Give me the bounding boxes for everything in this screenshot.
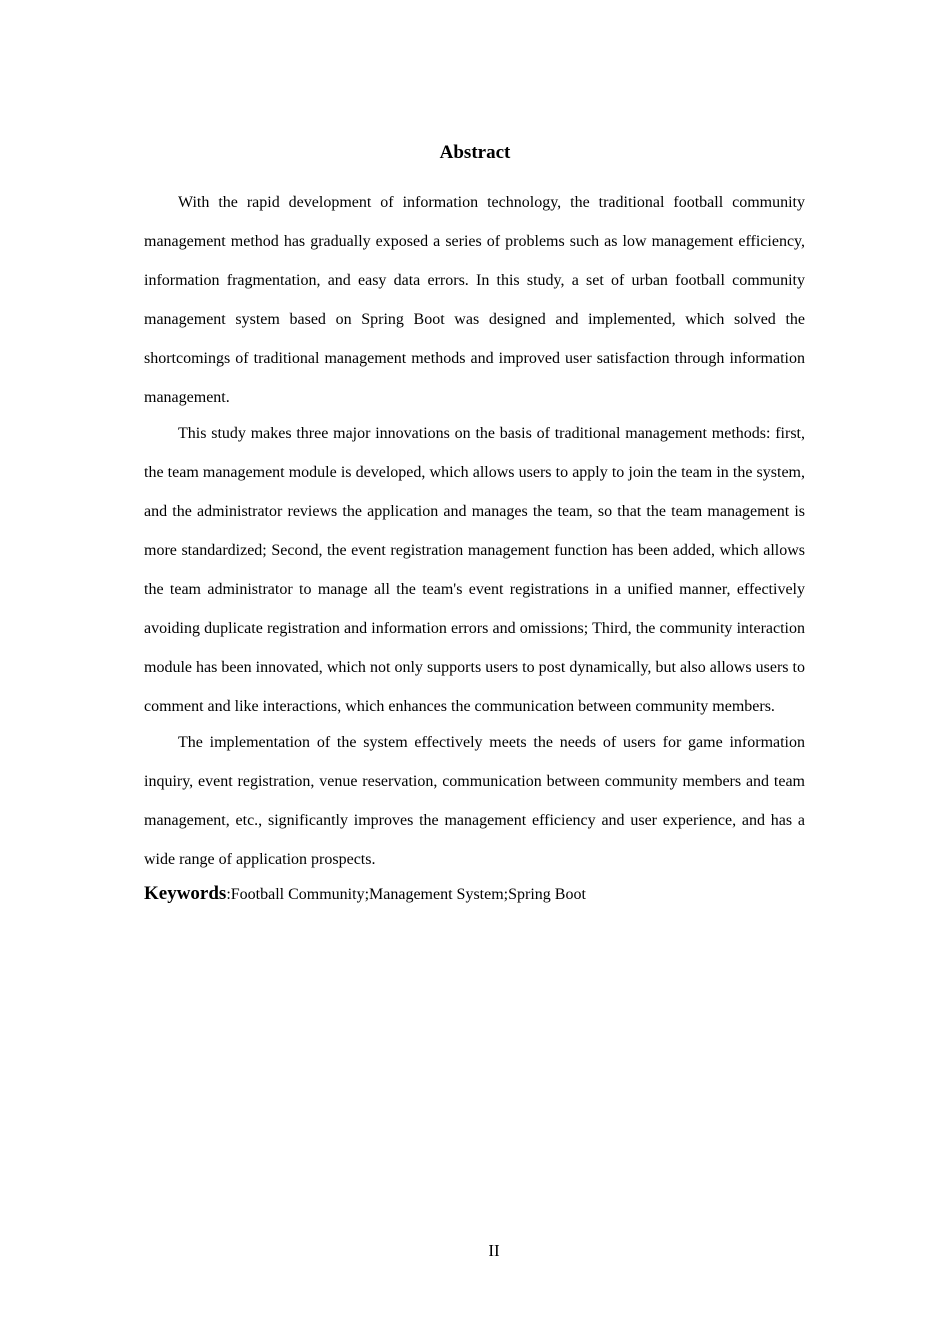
- keywords-label: Keywords: [144, 883, 227, 904]
- abstract-paragraph-2: This study makes three major innovations on the basis of traditional management methods: first, the team management module is developed, which allows users to apply to join the team in the system, and the administrator reviews the application and manages the team, so that the team management is more standardized; Second, the event registration management function has been added, which allows the team administrator to manage all the team's event registrations in a unified manner, effectively avoiding duplicate registration and information errors and omissions; Third, the community interaction module has been innovated, which not only supports users to post dynamically, but also allows users to comment and like interactions, which enhances the communication between community members.: [144, 425, 805, 715]
- keywords-separator: :: [226, 886, 231, 903]
- abstract-body: [144, 183, 805, 913]
- abstract-title: Abstract: [439, 142, 511, 163]
- page-number: II: [488, 1241, 500, 1260]
- abstract-paragraph-1: With the rapid development of information technology, the traditional football community management method has gradually exposed a series of problems such as low management efficiency, information fragmentation, and easy data errors. In this study, a set of urban football community management system based on Spring Boot was designed and implemented, which solved the shortcomings of traditional management methods and improved user satisfaction through information management.: [144, 194, 805, 406]
- keywords-value: Football Community;Management System;Spring Boot: [230, 886, 586, 903]
- abstract-paragraph-3: The implementation of the system effectively meets the needs of users for game information inquiry, event registration, venue reservation, communication between community members and team management, etc., significantly improves the management efficiency and user experience, and has a wide range of application prospects.: [144, 734, 805, 868]
- keywords-line: [144, 876, 805, 913]
